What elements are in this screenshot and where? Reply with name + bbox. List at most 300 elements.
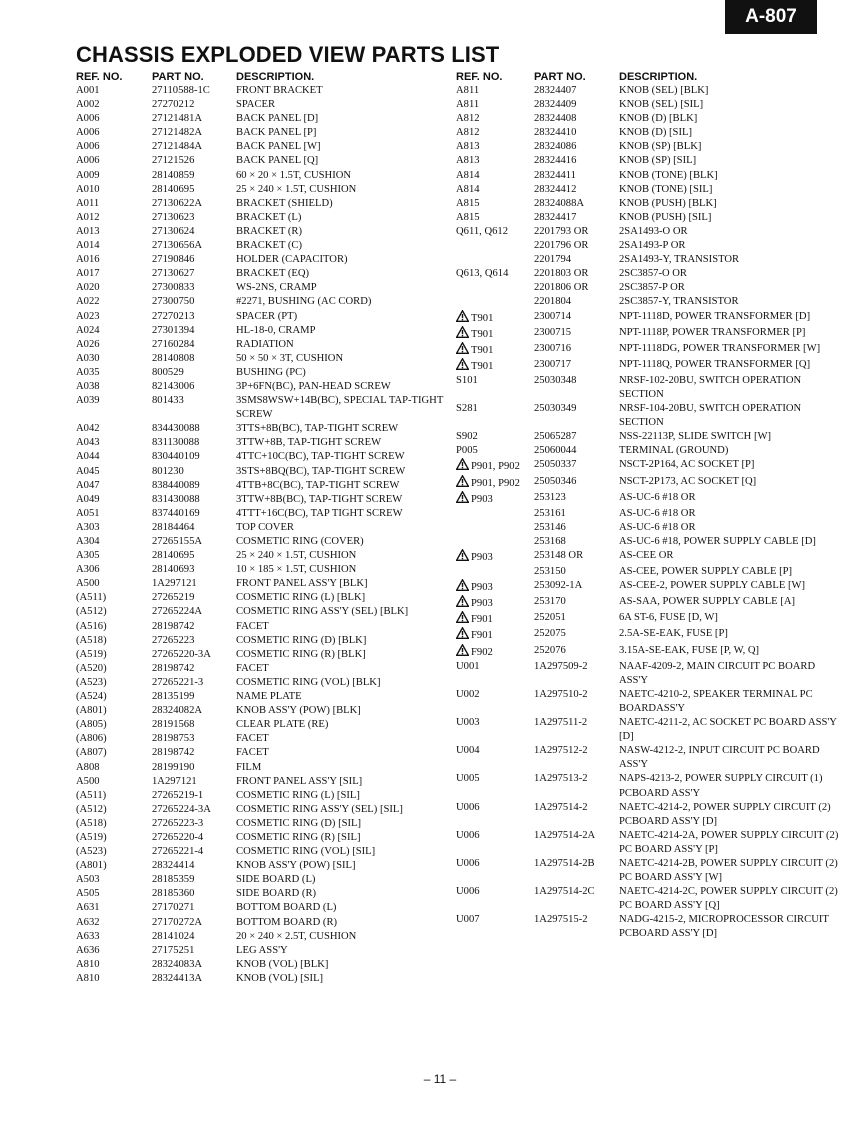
warning-triangle-icon [456,579,469,591]
table-row [76,197,454,211]
ref-no-text: U003 [456,717,480,729]
table-row [76,944,454,958]
table-row [76,775,454,789]
part-no: 27265220-3A [152,648,211,660]
ref-no-text: P903 [471,493,493,505]
ref-no-text: A030 [76,352,100,364]
part-no: 1A297514-2C [534,886,595,898]
ref-no [76,225,152,239]
part-no: 27110588-1C [152,85,210,96]
ref-no [76,295,152,309]
table-row [76,211,454,225]
ref-no [76,507,152,521]
part-no: 27265155A [152,536,203,547]
description: KNOB (VOL) [SIL] [236,972,324,984]
ref-no-text: P005 [456,445,478,457]
part-no: 28198742 [152,620,195,632]
description: LEG ASS'Y [236,944,288,956]
warning-triangle-icon [456,491,469,503]
table-row [76,859,454,873]
ref-no [76,253,152,267]
part-no: 27265223 [152,634,195,646]
ref-no-text: (A801) [76,705,107,717]
part-no: 28199190 [152,761,195,773]
part-no: 27265221-3 [152,676,204,688]
part-no: 28185359 [152,874,195,886]
description: NAETC-4214-2A, POWER SUPPLY CIRCUIT (2) PC BOARD ASS'Y [P] [619,829,839,855]
ref-no-text: A632 [76,916,100,928]
description: 3SMS8WSW+14B(BC), SPECIAL TAP-TIGHT SCREW [236,395,444,421]
ref-no-text: A011 [76,197,100,209]
table-row [76,479,454,493]
part-no: 28198742 [152,747,195,759]
part-no: 82143006 [152,380,195,392]
part-no: 25030349 [534,403,577,415]
description: NAAF-4209-2, MAIN CIRCUIT PC BOARD ASS'Y [619,660,816,686]
part-no: 1A297121 [152,775,197,787]
ref-no [76,126,152,140]
warning-triangle-icon [456,458,469,470]
part-no: 27121484A [152,141,203,153]
part-no-header: PART NO. [534,71,586,83]
part-no: 28324410 [534,127,577,139]
ref-no [76,112,152,126]
description: 60 × 20 × 1.5T, CUSHION [236,169,352,181]
ref-no-text: A812 [456,127,480,139]
description: 10 × 185 × 1.5T, CUSHION [236,564,357,576]
ref-no [456,374,534,388]
ref-no-text: A038 [76,380,100,392]
part-no: 28324417 [534,211,577,223]
description: FRONT PANEL ASS'Y [SIL] [236,775,363,787]
description: TERMINAL (GROUND) [619,445,729,457]
ref-no [76,591,152,605]
table-row [456,475,846,491]
ref-no [76,493,152,507]
ref-no [456,772,534,786]
part-no: 27265224A [152,606,203,618]
table-row [76,366,454,380]
table-row [76,831,454,845]
part-no: 1A297515-2 [534,914,588,926]
part-no: 25050346 [534,475,577,487]
description: BRACKET (C) [236,240,303,252]
part-no: 25065287 [534,431,577,443]
ref-no [456,829,534,843]
description: 2SC3857-O OR [619,268,687,280]
ref-no-header: REF. NO. [76,71,123,83]
description: NSCT-2P173, AC SOCKET [Q] [619,475,757,487]
table-row [456,342,846,358]
description: SIDE BOARD (R) [236,888,317,900]
table-row [456,183,846,197]
part-no: 27170271 [152,902,195,914]
ref-no [76,577,152,591]
ref-no [456,342,534,358]
ref-no [76,901,152,915]
ref-no-text: Q613, Q614 [456,268,509,280]
ref-no-text: A813 [456,141,480,153]
ref-no-text: (A512) [76,606,107,618]
description: COSMETIC RING (R) [SIL] [236,831,361,843]
part-no: 27265224-3A [152,803,211,815]
part-no: 838440089 [152,479,200,491]
part-no: 27265220-4 [152,831,204,843]
warning-triangle-icon [456,342,469,354]
ref-no-text: A306 [76,564,100,576]
ref-no-text: P901, P902 [471,477,520,489]
ref-no [76,140,152,154]
ref-no-text: Q611, Q612 [456,225,508,237]
ref-no-text: A012 [76,211,100,223]
description: COSMETIC RING (D) [BLK] [236,634,367,646]
part-no: 2300717 [534,358,572,370]
description: FACET [236,747,269,759]
description: #2271, BUSHING (AC CORD) [236,296,372,308]
table-row [456,267,846,281]
ref-no [456,430,534,444]
ref-no-text: T901 [471,360,494,372]
ref-no-text: T901 [471,344,494,356]
table-row [456,197,846,211]
warning-triangle-icon [456,611,469,623]
table-row [76,112,454,126]
part-no: 28324086 [534,141,577,153]
ref-no [76,310,152,324]
description: KNOB (PUSH) [BLK] [619,197,717,209]
description: 4TTB+8C(BC), TAP-TIGHT SCREW [236,479,400,491]
part-no: 28140693 [152,564,195,576]
description: COSMETIC RING ASS'Y (SEL) [SIL] [236,803,403,815]
table-row [76,845,454,859]
table-row [76,267,454,281]
part-no: 27130627 [152,268,195,280]
part-no: 25030348 [534,374,577,386]
ref-no [76,620,152,634]
table-row [76,295,454,309]
part-no: 28324409 [534,99,577,111]
description: KNOB (SEL) [SIL] [619,99,704,111]
description: AS-SAA, POWER SUPPLY CABLE [A] [619,596,796,608]
table-row [76,817,454,831]
description: BACK PANEL [Q] [236,155,319,167]
table-row [76,169,454,183]
ref-no-text: A051 [76,507,100,519]
description: 20 × 240 × 2.5T, CUSHION [236,930,357,942]
table-row [76,549,454,563]
part-no: 801230 [152,465,184,477]
table-row [456,444,846,458]
ref-no [456,688,534,702]
table-row [76,507,454,521]
ref-no-text: A815 [456,197,480,209]
ref-no [76,169,152,183]
description: AS-CEE OR [619,550,674,561]
part-no: 2201793 OR [534,225,589,237]
ref-no [456,154,534,168]
description: NPT-1118D, POWER TRANSFORMER [D] [619,310,811,322]
part-no: 28324411 [534,169,576,181]
page-number: – 11 – [423,1072,457,1086]
description: 3TTS+8B(BC), TAP-TIGHT SCREW [236,423,399,435]
table-row [76,789,454,803]
description: NSCT-2P164, AC SOCKET [P] [619,459,755,471]
part-no: 28140695 [152,183,195,195]
part-no: 831130088 [152,437,200,449]
description: 4TTC+10C(BC), TAP-TIGHT SCREW [236,451,405,463]
description: 3TTW+8B, TAP-TIGHT SCREW [236,437,382,449]
description: AS-UC-6 #18 OR [619,521,696,533]
description: HOLDER (CAPACITOR) [236,254,348,266]
table-row [76,535,454,549]
ref-no-text: (A805) [76,719,107,731]
ref-no-text: U005 [456,773,480,785]
part-no: 1A297514-2A [534,829,596,841]
ref-no [76,338,152,352]
table-row [456,211,846,225]
table-row [76,563,454,577]
part-no: 1A297509-2 [534,660,588,672]
ref-no-text: A811 [456,99,480,111]
ref-no [456,627,534,643]
part-no: 28324408 [534,113,577,125]
description: NSS-22113P, SLIDE SWITCH [W] [619,431,772,443]
part-no: 27265223-3 [152,817,204,829]
description: 3STS+8BQ(BC), TAP-TIGHT SCREW [236,465,406,477]
part-no: 800529 [152,366,184,378]
ref-no [456,579,534,595]
ref-no-text: U006 [456,886,480,898]
ref-no-text: A636 [76,944,100,956]
ref-no [76,549,152,563]
part-no: 2201796 OR [534,240,589,252]
part-no: 2201806 OR [534,282,589,294]
ref-no [456,857,534,871]
ref-no [76,535,152,549]
table-row [456,169,846,183]
description: NRSF-104-20BU, SWITCH OPERATION SECTION [619,403,802,429]
ref-no-text: T901 [471,312,494,324]
description: COSMETIC RING (D) [SIL] [236,817,362,829]
table-row [456,857,846,885]
part-no: 253092-1A [534,580,583,592]
ref-no-text: A023 [76,310,100,322]
part-no: 1A297514-2 [534,801,588,813]
table-row [456,801,846,829]
description: KNOB ASS'Y (POW) [BLK] [236,705,361,717]
ref-no-text: (A511) [76,592,107,604]
ref-no [76,634,152,648]
table-row [456,716,846,744]
table-row [76,465,454,479]
table-row [456,549,846,565]
ref-no [76,690,152,704]
description: BRACKET (R) [236,225,303,237]
ref-no-text: A016 [76,254,100,266]
description: COSMETIC RING (COVER) [236,536,364,547]
ref-no [76,873,152,887]
description: NADG-4215-2, MICROPROCESSOR CIRCUIT PCBOARD ASS'Y [D] [619,914,829,940]
ref-no-text: A043 [76,437,100,449]
ref-no [456,716,534,730]
ref-no [456,310,534,326]
part-no: 27270213 [152,310,195,322]
table-row [76,154,454,168]
ref-no [76,930,152,944]
ref-no-text: (A519) [76,831,107,843]
table-row [76,394,454,422]
part-no: 27160284 [152,338,195,350]
ref-no-text: A305 [76,550,100,562]
description: KNOB (SEL) [BLK] [619,85,709,96]
table-row [76,958,454,972]
ref-no [456,913,534,927]
ref-no-text: A810 [76,972,100,984]
description-header: DESCRIPTION. [236,71,315,83]
part-no: 27300750 [152,296,195,308]
description: KNOB (VOL) [BLK] [236,958,329,970]
part-no: 28140808 [152,352,195,364]
ref-no [76,154,152,168]
table-row [76,422,454,436]
part-no: 253168 [534,535,566,547]
table-row [456,491,846,507]
table-row [456,458,846,474]
part-no: 27265221-4 [152,846,204,858]
ref-no [456,549,534,565]
description: COSMETIC RING ASS'Y (SEL) [BLK] [236,606,409,618]
description: 2SA1493-P OR [619,240,686,252]
warning-triangle-icon [456,627,469,639]
ref-no [456,611,534,627]
ref-no-text: A002 [76,99,100,111]
description: 2SC3857-Y, TRANSISTOR [619,296,739,308]
description: NAETC-4214-2C, POWER SUPPLY CIRCUIT (2) PC BOARD ASS'Y [Q] [619,886,838,912]
part-no: 253150 [534,566,566,578]
ref-no [76,704,152,718]
description: KNOB (D) [SIL] [619,127,692,139]
part-no: 28184464 [152,521,195,533]
table-row [456,611,846,627]
description: 3.15A-SE-EAK, FUSE [P, W, Q] [619,644,760,656]
table-row [456,281,846,295]
ref-no-text: (A512) [76,803,107,815]
part-no: 27121481A [152,113,203,125]
description: 25 × 240 × 1.5T, CUSHION [236,183,357,195]
part-no: 1A297511-2 [534,717,588,729]
ref-no [456,458,534,474]
description: KNOB (D) [BLK] [619,113,698,125]
part-no: 27300833 [152,282,195,294]
ref-no-text: F902 [471,646,493,658]
description: NAME PLATE [236,691,302,703]
part-no: 28324088A [534,197,585,209]
part-no: 2201794 [534,254,572,266]
description: SPACER [236,99,276,111]
part-no: 253170 [534,596,566,608]
ref-no-text: F901 [471,614,493,626]
ref-no-text: (A524) [76,691,107,703]
part-no: 27130656A [152,240,203,252]
page-title: CHASSIS EXPLODED VIEW PARTS LIST [76,42,500,67]
ref-no-text: (A516) [76,620,107,632]
ref-no [76,732,152,746]
table-row [456,374,846,402]
description: NAETC-4211-2, AC SOCKET PC BOARD ASS'Y [D] [619,717,837,743]
ref-no-text: U007 [456,914,480,926]
warning-triangle-icon [456,549,469,561]
ref-no-text: T901 [471,328,494,340]
ref-no-text: U002 [456,688,480,700]
ref-no-text: A009 [76,169,100,181]
part-no: 27190846 [152,254,195,266]
ref-no [456,197,534,211]
description: NASW-4212-2, INPUT CIRCUIT PC BOARD ASS'Y [619,745,820,771]
table-row [456,535,846,549]
ref-no-text: A505 [76,888,100,900]
warning-triangle-icon [456,644,469,656]
description: FRONT BRACKET [236,85,323,96]
table-row [76,887,454,901]
ref-no [76,859,152,873]
ref-no-text: A049 [76,493,100,505]
ref-no-text: A044 [76,451,100,463]
part-no: 28135199 [152,691,195,703]
ref-no [456,98,534,112]
table-header [76,70,454,84]
table-row [456,688,846,716]
ref-no [76,479,152,493]
table-row [456,98,846,112]
description: BACK PANEL [D] [236,113,319,125]
ref-no [456,660,534,674]
ref-no-text: A503 [76,874,100,886]
ref-no-text: (A801) [76,860,107,872]
table-row [76,690,454,704]
ref-no [456,267,534,281]
part-no: 1A297510-2 [534,688,588,700]
table-row [456,112,846,126]
part-no: 27301394 [152,324,195,336]
part-no: 28324407 [534,85,577,96]
table-row [456,310,846,326]
ref-no-text: (A806) [76,733,107,745]
description: NAETC-4210-2, SPEAKER TERMINAL PC BOARDASS'Y [619,688,813,714]
ref-no [76,605,152,619]
part-no: 27175251 [152,944,195,956]
ref-no [76,761,152,775]
part-no: 27265219 [152,592,195,604]
description: KNOB ASS'Y (POW) [SIL] [236,860,356,872]
ref-no [76,267,152,281]
table-row [456,326,846,342]
table-row [456,913,846,941]
table-row [456,772,846,800]
table-row [456,660,846,688]
description: 50 × 50 × 3T, CUSHION [236,352,344,364]
table-row [456,595,846,611]
description: 4TTT+16C(BC), TAP TIGHT SCREW [236,507,403,519]
ref-no-text: A010 [76,183,100,195]
description: 6A ST-6, FUSE [D, W] [619,612,718,624]
ref-no-text: A814 [456,183,480,195]
description: FRONT PANEL ASS'Y [BLK] [236,578,368,590]
table-row [456,744,846,772]
part-no: 27130624 [152,225,195,237]
ref-no-text: (A519) [76,648,107,660]
part-no: 27130623 [152,211,195,223]
ref-no [76,465,152,479]
